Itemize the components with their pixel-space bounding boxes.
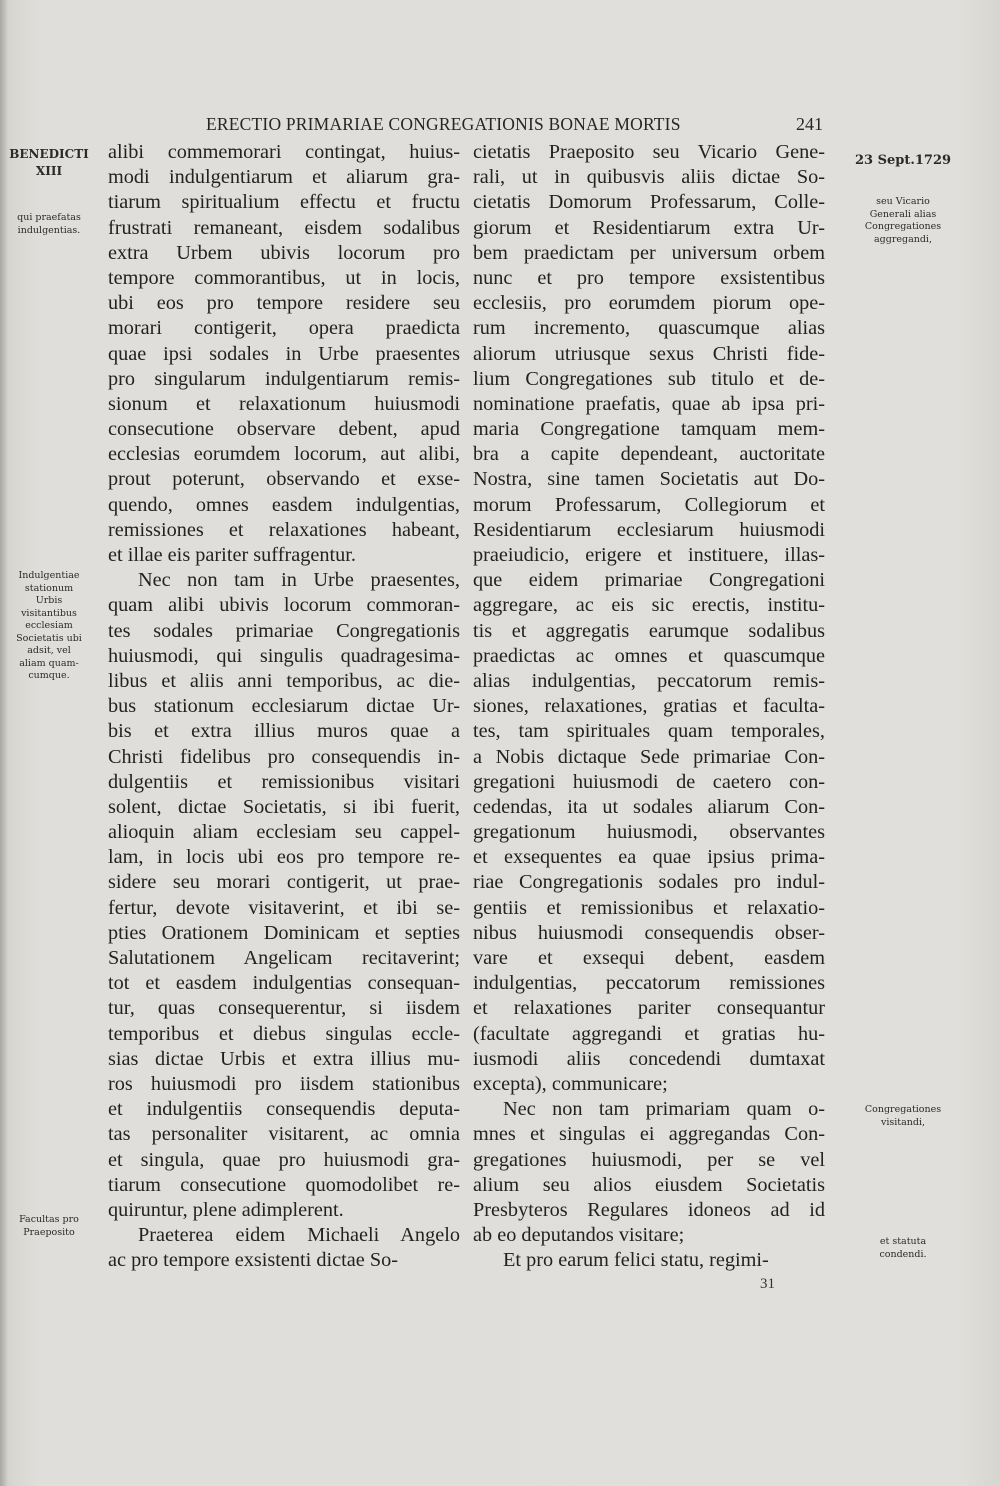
- text-line: Praeterea eidem Michaeli Angelo: [138, 1224, 460, 1247]
- running-title: ERECTIO PRIMARIAE CONGREGATIONIS BONAE MORTIS: [206, 114, 681, 134]
- text-line: pro singularum indulgentiarum remis-: [108, 367, 460, 390]
- text-line: quam alibi ubivis locorum commoran-: [108, 594, 460, 617]
- text-line: ubi eos pro tempore residere seu: [108, 292, 460, 315]
- text-line: alium seu alios eiusdem Societatis: [473, 1173, 825, 1196]
- margin-note-statutes: [828, 1236, 978, 1261]
- margin-note-line: stationum: [24, 582, 74, 594]
- text-line: alibi commemorari contingat, huius-: [108, 141, 460, 163]
- text-line: siones, relaxationes, gratias et faculta-: [473, 695, 825, 718]
- margin-note-line: visitantibus: [21, 607, 77, 619]
- text-line: indulgentias, peccatorum remissiones: [473, 972, 825, 995]
- text-line: giorum et Residentiarum extra Ur-: [473, 216, 825, 239]
- margin-note-line: condendi.: [879, 1248, 927, 1260]
- text-line: ecclesias eorumdem locorum, aut alibi,: [108, 443, 460, 466]
- text-line: extra Urbem ubivis locorum pro: [108, 241, 460, 264]
- text-line: mnes et singulas ei aggregandas Con-: [473, 1123, 825, 1146]
- text-line: temporibus et diebus singulas eccle-: [108, 1022, 460, 1045]
- text-line: Nec non tam in Urbe praesentes,: [138, 569, 460, 592]
- text-line: Residentiarum ecclesiarum huiusmodi: [473, 518, 825, 541]
- text-line: tiarum consecutione quomodolibet re-: [108, 1173, 460, 1196]
- margin-note-faculty: [4, 1214, 94, 1239]
- margin-note-line: ecclesiam: [25, 620, 73, 631]
- margin-note-stations: [4, 570, 94, 683]
- margin-note-line: qui praefatas: [17, 212, 81, 223]
- text-line: gregationi huiusmodi de caetero con-: [473, 770, 825, 793]
- text-line: dulgentiis et remissionibus visitari: [108, 770, 460, 793]
- text-line: rum incremento, quascumque alias: [473, 317, 825, 340]
- text-line: et singula, quae pro huiusmodi gra-: [108, 1148, 460, 1171]
- text-line: ros huiusmodi pro iisdem stationibus: [108, 1072, 460, 1095]
- text-line: huiusmodi, qui singulis quadragesima-: [108, 644, 460, 667]
- page-number: 241: [796, 114, 823, 134]
- margin-note-line: Indulgentiae: [18, 570, 80, 581]
- text-line: cietatis Domorum Professarum, Colle-: [473, 191, 825, 214]
- margin-note-line: Societatis ubi: [16, 632, 82, 644]
- text-line: Salutationem Angelicam recitaverint;: [108, 947, 460, 969]
- margin-note-line: aliam quam-: [19, 657, 79, 669]
- text-line: pties Orationem Dominicam et septies: [108, 921, 460, 944]
- text-line: sias dictae Urbis et extra illius mu-: [108, 1047, 460, 1070]
- text-line: cedendas, ita ut sodales aliarum Con-: [473, 795, 825, 818]
- text-line: maria Congregatione tamquam mem-: [473, 418, 825, 441]
- pontiff-number: XIII: [35, 164, 63, 178]
- pontiff-name: BENEDICTI: [9, 147, 89, 161]
- text-line: prout poterunt, observando et exse-: [108, 468, 460, 491]
- text-line: bem praedictam per universum orbem: [473, 241, 825, 264]
- text-line: tis et aggregatis earumque sodalibus: [473, 619, 825, 642]
- text-line: et illae eis pariter suffragentur.: [108, 544, 356, 566]
- text-line: frustrati remaneant, eisdem sodalibus: [108, 216, 460, 239]
- text-line: aliorum utriusque sexus Christi fide-: [473, 342, 825, 365]
- text-line: que eidem primariae Congregationi: [473, 569, 825, 592]
- text-line: a Nobis dictaque Sede primariae Con-: [473, 745, 825, 768]
- text-line: tur, quas consequerentur, si iisdem: [108, 997, 460, 1020]
- text-line: quae ipsi sodales in Urbe praesentes: [108, 342, 460, 365]
- text-line: lam, in locis ubi eos pro tempore re-: [108, 846, 460, 869]
- margin-note-line: aggregandi,: [874, 233, 932, 245]
- text-line: nunc et pro tempore exsistentibus: [473, 266, 825, 289]
- text-line: tes, tam spirituales quam temporales,: [473, 720, 825, 743]
- margin-note-line: indulgentias.: [17, 224, 81, 236]
- text-line: gregationum huiusmodi, observantes: [473, 821, 825, 844]
- text-line: fertur, devote visitaverint, et ibi se-: [108, 896, 460, 919]
- text-line: sidere seu morari contigerit, ut prae-: [108, 871, 460, 894]
- text-line: bis et extra illius muros quae a: [108, 720, 460, 743]
- text-line: tas personaliter visitarent, ac omnia: [108, 1123, 460, 1146]
- text-line: Nec non tam primariam quam o-: [503, 1098, 825, 1121]
- margin-note-line: Praeposito: [23, 1226, 75, 1238]
- margin-note-line: seu Vicario: [876, 196, 930, 207]
- text-line: libus et aliis anni temporibus, ac die-: [108, 669, 460, 692]
- text-line: quiruntur, plene adimplerent.: [108, 1198, 344, 1221]
- text-line: praeiudicio, erigere et instituere, illas-: [473, 544, 825, 566]
- margin-note-pontiff: [4, 146, 94, 180]
- text-line: modi indulgentiarum et aliarum gra-: [108, 166, 460, 189]
- text-line: rali, ut in quibusvis aliis dictae So-: [473, 166, 825, 189]
- text-line: iusmodi aliis concedendi dumtaxat: [473, 1047, 825, 1070]
- text-line: Nostra, sine tamen Societatis aut Do-: [473, 468, 825, 491]
- text-line: quendo, omnes easdem indulgentias,: [108, 493, 460, 516]
- margin-note-line: Congregationes: [864, 221, 942, 232]
- text-line: Presbyteros Regulares idoneos ad id: [473, 1198, 825, 1221]
- text-line: excepta), communicare;: [473, 1072, 668, 1095]
- text-line: aggregare, ac eis sic erectis, institu-: [473, 594, 825, 617]
- margin-note-line: adsit, vel: [27, 645, 71, 656]
- signature-mark: 31: [760, 1276, 775, 1292]
- margin-note-line: visitandi,: [880, 1116, 926, 1128]
- text-line: alias indulgentias, peccatorum remis-: [473, 669, 825, 692]
- text-line: tempore commorantibus, ut in locis,: [108, 266, 460, 289]
- text-line: ecclesiis, pro eorumdem piorum ope-: [473, 292, 825, 315]
- text-line: bus stationum ecclesiarum dictae Ur-: [108, 695, 460, 718]
- margin-note-line: Generali alias: [869, 208, 937, 220]
- text-line: nominatione praefatis, quae ab ipsa pri-: [473, 392, 825, 415]
- text-line: morum Professarum, Collegiorum et: [473, 493, 825, 516]
- text-line: consecutione observare debent, apud: [108, 418, 460, 441]
- text-line: nibus huiusmodi consequendis obser-: [473, 921, 825, 944]
- text-line: cietatis Praeposito seu Vicario Gene-: [473, 141, 825, 163]
- text-line: ab eo deputandos visitare;: [473, 1224, 685, 1247]
- text-line: bra a capite dependeant, auctoritate: [473, 443, 825, 466]
- text-line: gentiis et remissionibus et relaxatio-: [473, 896, 825, 919]
- text-line: sionum et relaxationum huiusmodi: [108, 392, 460, 415]
- date-label: 23 Sept.1729: [854, 153, 952, 168]
- text-line: praedictas ac omnes et quascumque: [473, 644, 825, 667]
- margin-note-line: Congregationes: [864, 1104, 942, 1115]
- margin-note-line: Urbis: [35, 595, 63, 606]
- margin-note-line: cumque.: [28, 670, 70, 681]
- margin-note-date: [828, 152, 978, 169]
- text-line: morari contigerit, opera praedicta: [108, 317, 460, 340]
- text-line: Christi fidelibus pro consequendis in-: [108, 745, 460, 768]
- text-line: (facultate aggregandi et gratias hu-: [473, 1022, 825, 1045]
- margin-note-indulgences: [4, 212, 94, 237]
- margin-note-vicar: [828, 196, 978, 246]
- text-line: ac pro tempore exsistenti dictae So-: [108, 1249, 399, 1272]
- text-line: solent, dictae Societatis, si ibi fuerit,: [108, 795, 460, 818]
- text-line: tiarum spiritualium effectu et fructu: [108, 191, 460, 214]
- text-line: vare et exsequi debent, easdem: [473, 947, 825, 969]
- text-line: riae Congregationis sodales pro indul-: [473, 871, 825, 894]
- margin-note-line: Facultas pro: [19, 1214, 79, 1225]
- text-line: Et pro earum felici statu, regimi-: [503, 1249, 769, 1272]
- margin-note-visit: [828, 1104, 978, 1129]
- text-line: remissiones et relaxationes habeant,: [108, 518, 460, 541]
- text-line: tot et easdem indulgentias consequan-: [108, 972, 460, 995]
- text-line: alioquin aliam ecclesiam seu cappel-: [108, 821, 460, 844]
- left-text-column: [108, 140, 460, 1273]
- text-line: et exsequentes ea quae ipsius prima-: [473, 846, 825, 869]
- text-line: et indulgentiis consequendis deputa-: [108, 1098, 460, 1121]
- text-line: lium Congregationes sub titulo et de-: [473, 367, 825, 390]
- text-line: tes sodales primariae Congregationis: [108, 619, 460, 642]
- margin-note-line: et statuta: [879, 1236, 927, 1247]
- right-text-column: [473, 140, 825, 1273]
- text-line: gregationes huiusmodi, per se vel: [473, 1148, 825, 1171]
- text-line: et relaxationes pariter consequantur: [473, 997, 825, 1020]
